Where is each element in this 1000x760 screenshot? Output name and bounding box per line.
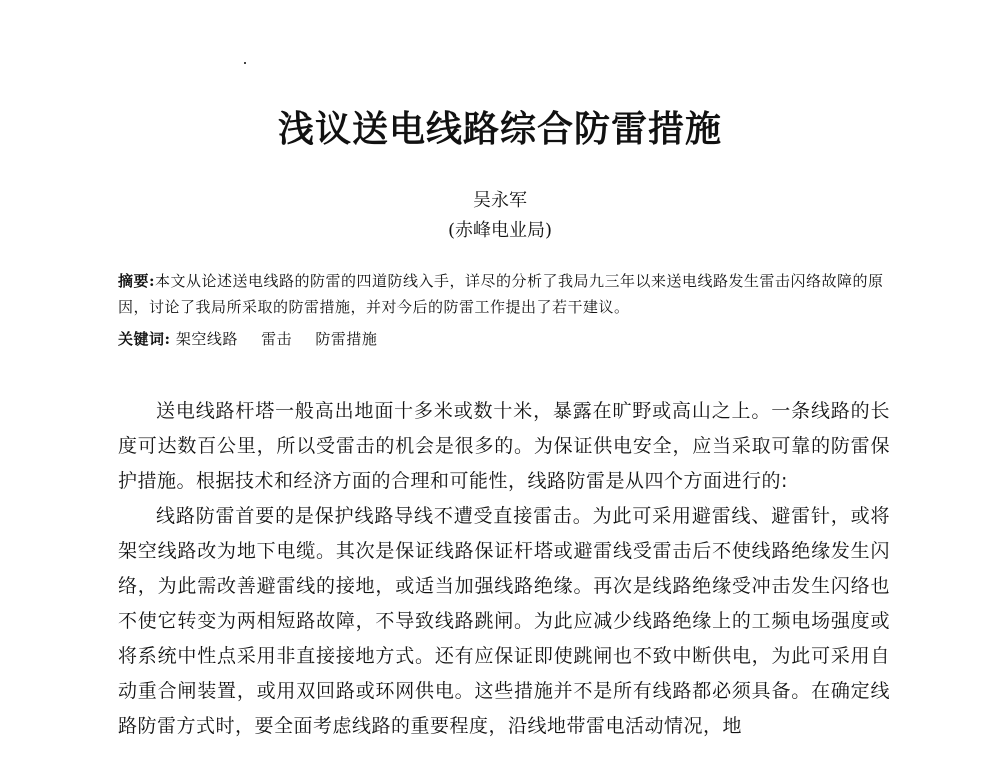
body-paragraph: 线路防雷首要的是保护线路导线不遭受直接雷击。为此可采用避雷线、避雷针，或将架空线路改为地下电缆。其次是保证线路保证杆塔或避雷线受雷击后不使线路绝缘发生闪络，为此需改善避雷线的接地，或适当加强线路绝缘。再次是线路绝缘受冲击发生闪络也不使它转变为两相短路故障，不导致线路跳闸。为此应减少线路绝缘上的工频电场强度或将系统中性点采用非直接接地方式。还有应保证即使跳闸也不致中断供电，为此可采用自动重合闸装置，或用双回路或环网供电。这些措施并不是所有线路都必须具备。在确定线路防雷方式时，要全面考虑线路的重要程度，沿线地带雷电活动情况，地 xyxy=(118,505,890,737)
abstract-label: 摘要: xyxy=(118,272,156,290)
keyword-item: 防雷措施 xyxy=(315,330,378,348)
keyword-item: 架空线路 xyxy=(175,330,238,348)
keywords-block xyxy=(118,326,894,352)
abstract-text: 本文从论述送电线路的防雷的四道防线入手，详尽的分析了我局九三年以来送电线路发生雷击闪络故障的原因，讨论了我局所采取的防雷措施，并对今后的防雷工作提出了若干建议。 xyxy=(118,272,884,316)
keyword-item: 雷击 xyxy=(261,330,293,348)
body-paragraph: 送电线路杆塔一般高出地面十多米或数十米，暴露在旷野或高山之上。一条线路的长度可达数百公里，所以受雷击的机会是很多的。为保证供电安全，应当采取可靠的防雷保护措施。根据技术和经济方面的合理和可能性，线路防雷是从四个方面进行的: xyxy=(118,400,890,492)
paper-title: 浅议送电线路综合防雷措施 xyxy=(277,109,722,150)
author-name: 吴永军 xyxy=(473,190,527,211)
abstract-block xyxy=(118,268,894,320)
body-text xyxy=(118,394,890,744)
keywords-label: 关键词: xyxy=(118,330,171,348)
scan-speck xyxy=(244,62,246,64)
author-affiliation: (赤峰电业局) xyxy=(447,220,553,241)
